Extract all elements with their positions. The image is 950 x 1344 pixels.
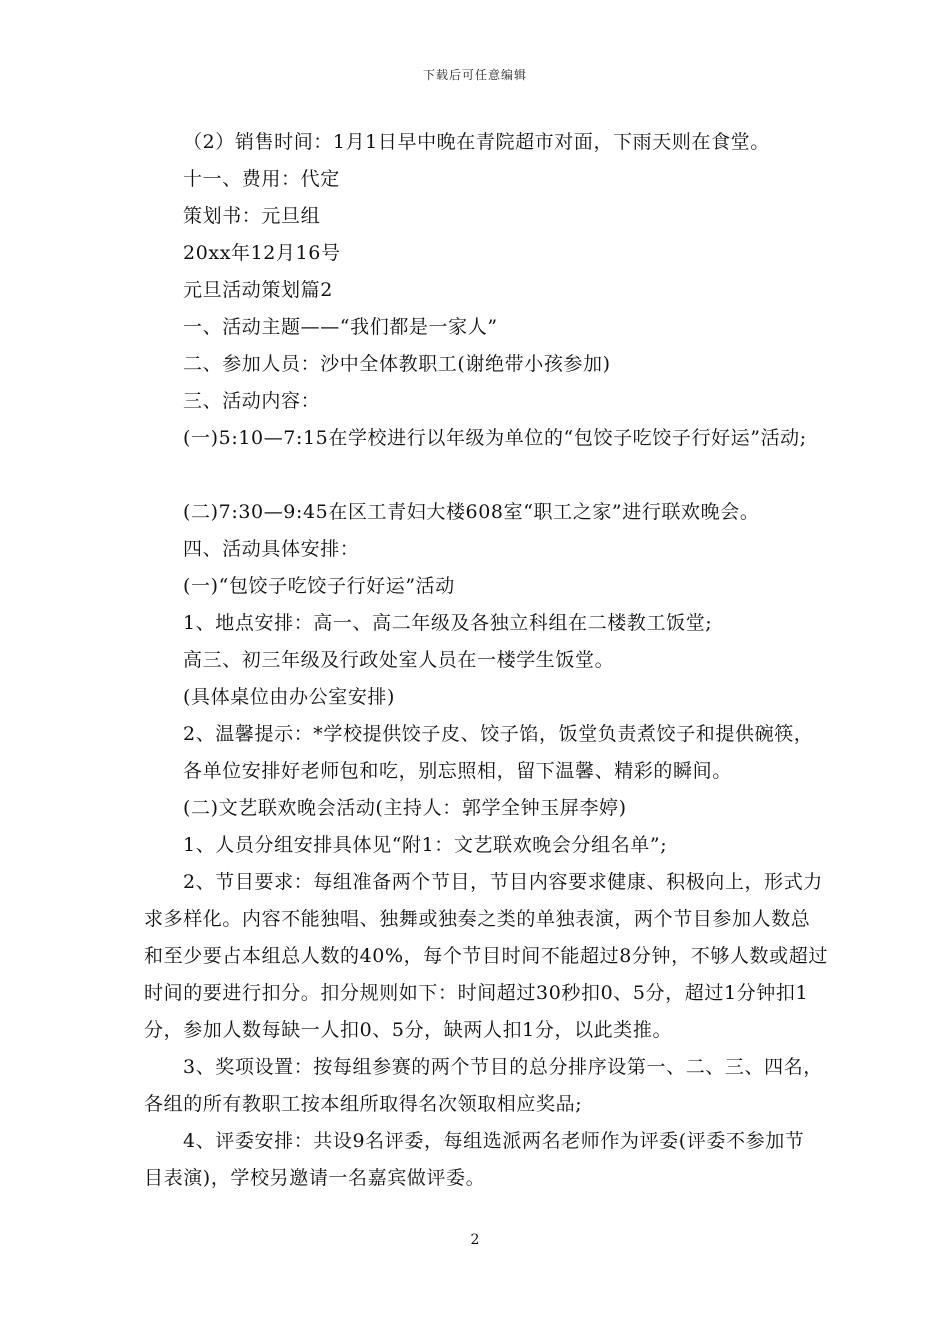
section-title: 元旦活动策划篇2: [183, 279, 333, 301]
paragraph-line: 十一、费用：代定: [183, 168, 340, 190]
paragraph-line: （2）销售时间：1月1日早中晚在青院超市对面，下雨天则在食堂。: [183, 131, 770, 153]
paragraph-line: 一、活动主题——“我们都是一家人”: [183, 316, 498, 338]
paragraph-line: 2、温馨提示：*学校提供饺子皮、饺子馅，饭堂负责煮饺子和提供碗筷，: [183, 723, 814, 745]
paragraph-line: (具体桌位由办公室安排): [183, 686, 396, 708]
paragraph-line: 时间的要进行扣分。扣分规则如下：时间超过30秒扣0、5分，超过1分钟扣1: [144, 982, 809, 1004]
paragraph-line: (二)7:30—9:45在区工青妇大楼608室“职工之家”进行联欢晚会。: [183, 501, 760, 523]
paragraph-line: 二、参加人员：沙中全体教职工(谢绝带小孩参加): [183, 353, 611, 375]
paragraph-line: 三、活动内容：: [183, 390, 321, 412]
paragraph-line: 分，参加人数每缺一人扣0、5分，缺两人扣1分，以此类推。: [144, 1019, 673, 1041]
paragraph-line: 20xx年12月16号: [183, 242, 341, 264]
paragraph-line: (一)“包饺子吃饺子行好运”活动: [183, 575, 455, 597]
paragraph-line: 1、地点安排：高一、高二年级及各独立科组在二楼教工饭堂;: [183, 612, 713, 634]
paragraph-line: (一)5:10—7:15在学校进行以年级为单位的“包饺子吃饺子行好运”活动;: [183, 427, 807, 449]
paragraph-line: 3、奖项设置：按每组参赛的两个节目的总分排序设第一、二、三、四名，: [183, 1056, 823, 1078]
paragraph-line: 四、活动具体安排：: [183, 538, 360, 560]
paragraph-line: 和至少要占本组总人数的40%，每个节目时间不能超过8分钟，不够人数或超过: [144, 945, 828, 967]
paragraph-line: 各单位安排好老师包和吃，别忘照相，留下温馨、精彩的瞬间。: [183, 760, 732, 782]
paragraph-line: 各组的所有教职工按本组所取得名次领取相应奖品;: [144, 1093, 583, 1115]
page-number: 2: [470, 1232, 480, 1248]
paragraph-line: (二)文艺联欢晚会活动(主持人：郭学全钟玉屏李婷): [183, 797, 627, 819]
paragraph-line: 1、人员分组安排具体见“附1：文艺联欢晚会分组名单”;: [183, 834, 668, 856]
paragraph-line: 求多样化。内容不能独唱、独舞或独奏之类的单独表演，两个节目参加人数总: [144, 908, 811, 930]
paragraph-line: 高三、初三年级及行政处室人员在一楼学生饭堂。: [183, 649, 615, 671]
paragraph-line: 2、节目要求：每组准备两个节目，节目内容要求健康、积极向上，形式力: [183, 871, 823, 893]
paragraph-line: 策划书：元旦组: [183, 205, 321, 227]
paragraph-line: 4、评委安排：共设9名评委，每组选派两名老师作为评委(评委不参加节: [183, 1130, 805, 1152]
paragraph-line: 目表演)，学校另邀请一名嘉宾做评委。: [144, 1167, 486, 1189]
page-header: 下载后可任意编辑: [422, 68, 527, 82]
